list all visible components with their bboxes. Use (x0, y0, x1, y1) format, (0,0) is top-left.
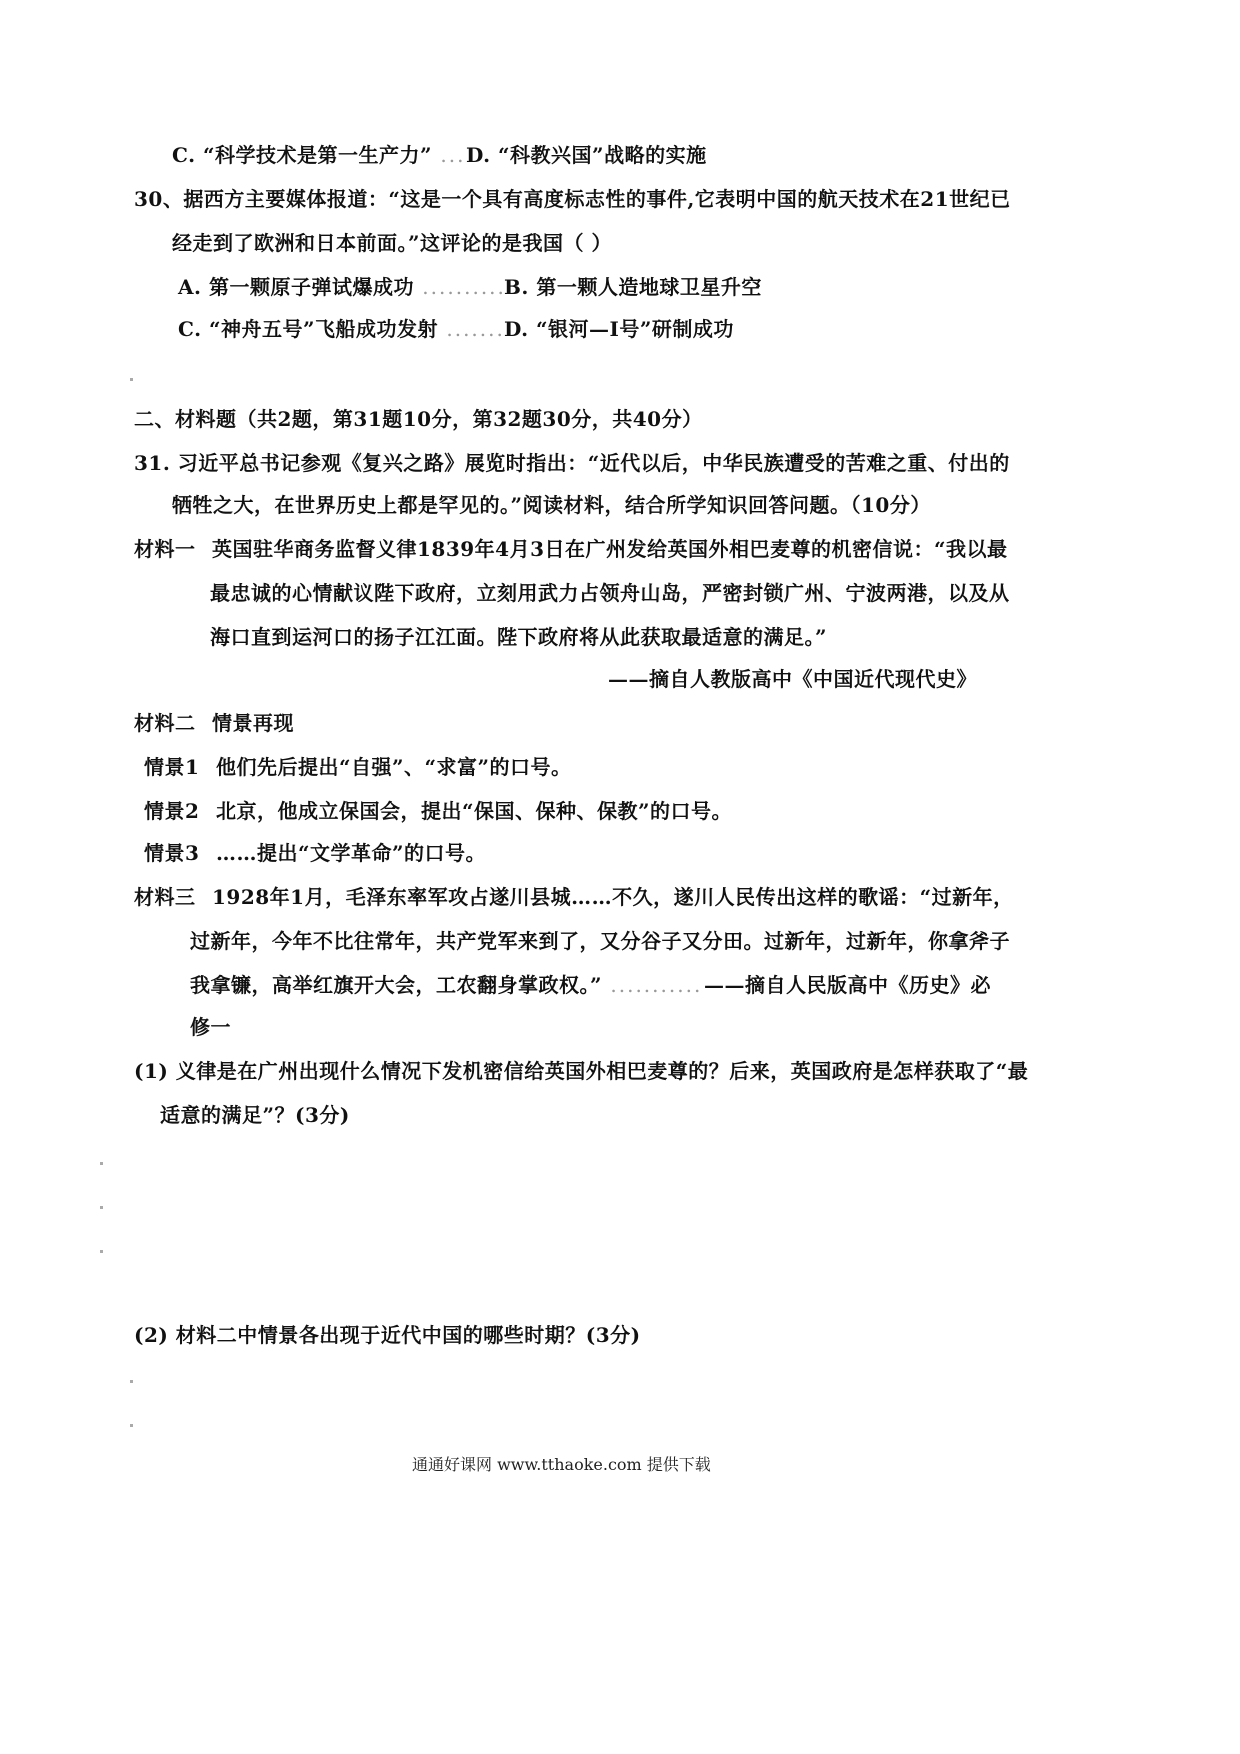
scene-2-label: 情景2 (144, 799, 200, 823)
material1-line1: 英国驻华商务监督义律1839年4月3日在广州发给英国外相巴麦尊的机密信说：“我以最 (212, 537, 1008, 561)
scene-2-text: 北京，他成立保国会，提出“保国、保种、保教”的口号。 (216, 799, 733, 823)
material3-line1: 1928年1月，毛泽东率军攻占遂川县城……不久，遂川人民传出这样的歌谣：“过新年， (212, 885, 1014, 909)
q30-stem-line2: 经走到了欧洲和日本前面。”这评论的是我国（ ） (172, 231, 612, 255)
material3-source: ——摘自人民版高中《历史》必 (704, 973, 991, 997)
material1-line3: 海口直到运河口的扬子江江面。陛下政府将从此获取最适意的满足。” (210, 625, 828, 649)
q31-stem-line2: 牺牲之大，在世界历史上都是罕见的。”阅读材料，结合所学知识回答问题。（10分） (172, 493, 931, 517)
scene-3-label: 情景3 (144, 841, 200, 865)
q30-option-c: C. “神舟五号”飞船成功发射 ....... (178, 317, 505, 341)
scan-dot (130, 378, 133, 381)
sub-question-2-line1: (2) 材料二中情景各出现于近代中国的哪些时期？(3分) (134, 1323, 641, 1347)
footer-text: 通通好课网 www.tthaoke.com 提供下载 (412, 1455, 711, 1474)
sub-question-1-line2: 适意的满足”？(3分) (160, 1103, 350, 1127)
material2-label: 材料二 (134, 711, 196, 735)
scan-dot (100, 1162, 103, 1165)
q31-stem-line1: 31. 习近平总书记参观《复兴之路》展览时指出：“近代以后，中华民族遭受的苦难之重、付出的 (134, 451, 1010, 475)
scan-dot (100, 1206, 103, 1209)
material3-label: 材料三 (134, 885, 196, 909)
scan-dot (130, 1380, 133, 1383)
material1-source: ——摘自人教版高中《中国近代现代史》 (608, 667, 977, 691)
material1-line2: 最忠诚的心情献议陛下政府，立刻用武力占领舟山岛，严密封锁广州、宁波两港，以及从 (210, 581, 1010, 605)
material3-source-cont: 修一 (190, 1015, 231, 1039)
q29-option-c: C. “科学技术是第一生产力” ... (172, 143, 466, 167)
material1-label: 材料一 (134, 537, 196, 561)
section2-heading: 二、材料题（共2题，第31题10分，第32题30分，共40分） (134, 407, 703, 431)
q30-option-a: A. 第一颗原子弹试爆成功 .......... (178, 275, 506, 299)
material3-line3: 我拿镰，高举红旗开大会，工农翻身掌政权。” ........... (190, 973, 703, 997)
scan-dot (100, 1250, 103, 1253)
scan-dot (130, 1424, 133, 1427)
q30-option-b: B. 第一颗人造地球卫星升空 (504, 275, 762, 299)
scene-1-text: 他们先后提出“自强”、“求富”的口号。 (216, 755, 572, 779)
material3-line2: 过新年，今年不比往常年，共产党军来到了，又分谷子又分田。过新年，过新年，你拿斧子 (190, 929, 1010, 953)
material2-title: 情景再现 (212, 711, 294, 735)
q30-stem-line1: 30、据西方主要媒体报道：“这是一个具有高度标志性的事件,它表明中国的航天技术在21世纪已 (134, 187, 1011, 211)
q29-option-d: D. “科教兴国”战略的实施 (466, 143, 707, 167)
scene-1-label: 情景1 (144, 755, 200, 779)
scene-3-text: ……提出“文学革命”的口号。 (216, 841, 487, 865)
q30-option-d: D. “银河—I号”研制成功 (504, 317, 734, 341)
sub-question-1-line1: (1) 义律是在广州出现什么情况下发机密信给英国外相巴麦尊的？后来，英国政府是怎样获取了“最 (134, 1059, 1029, 1083)
